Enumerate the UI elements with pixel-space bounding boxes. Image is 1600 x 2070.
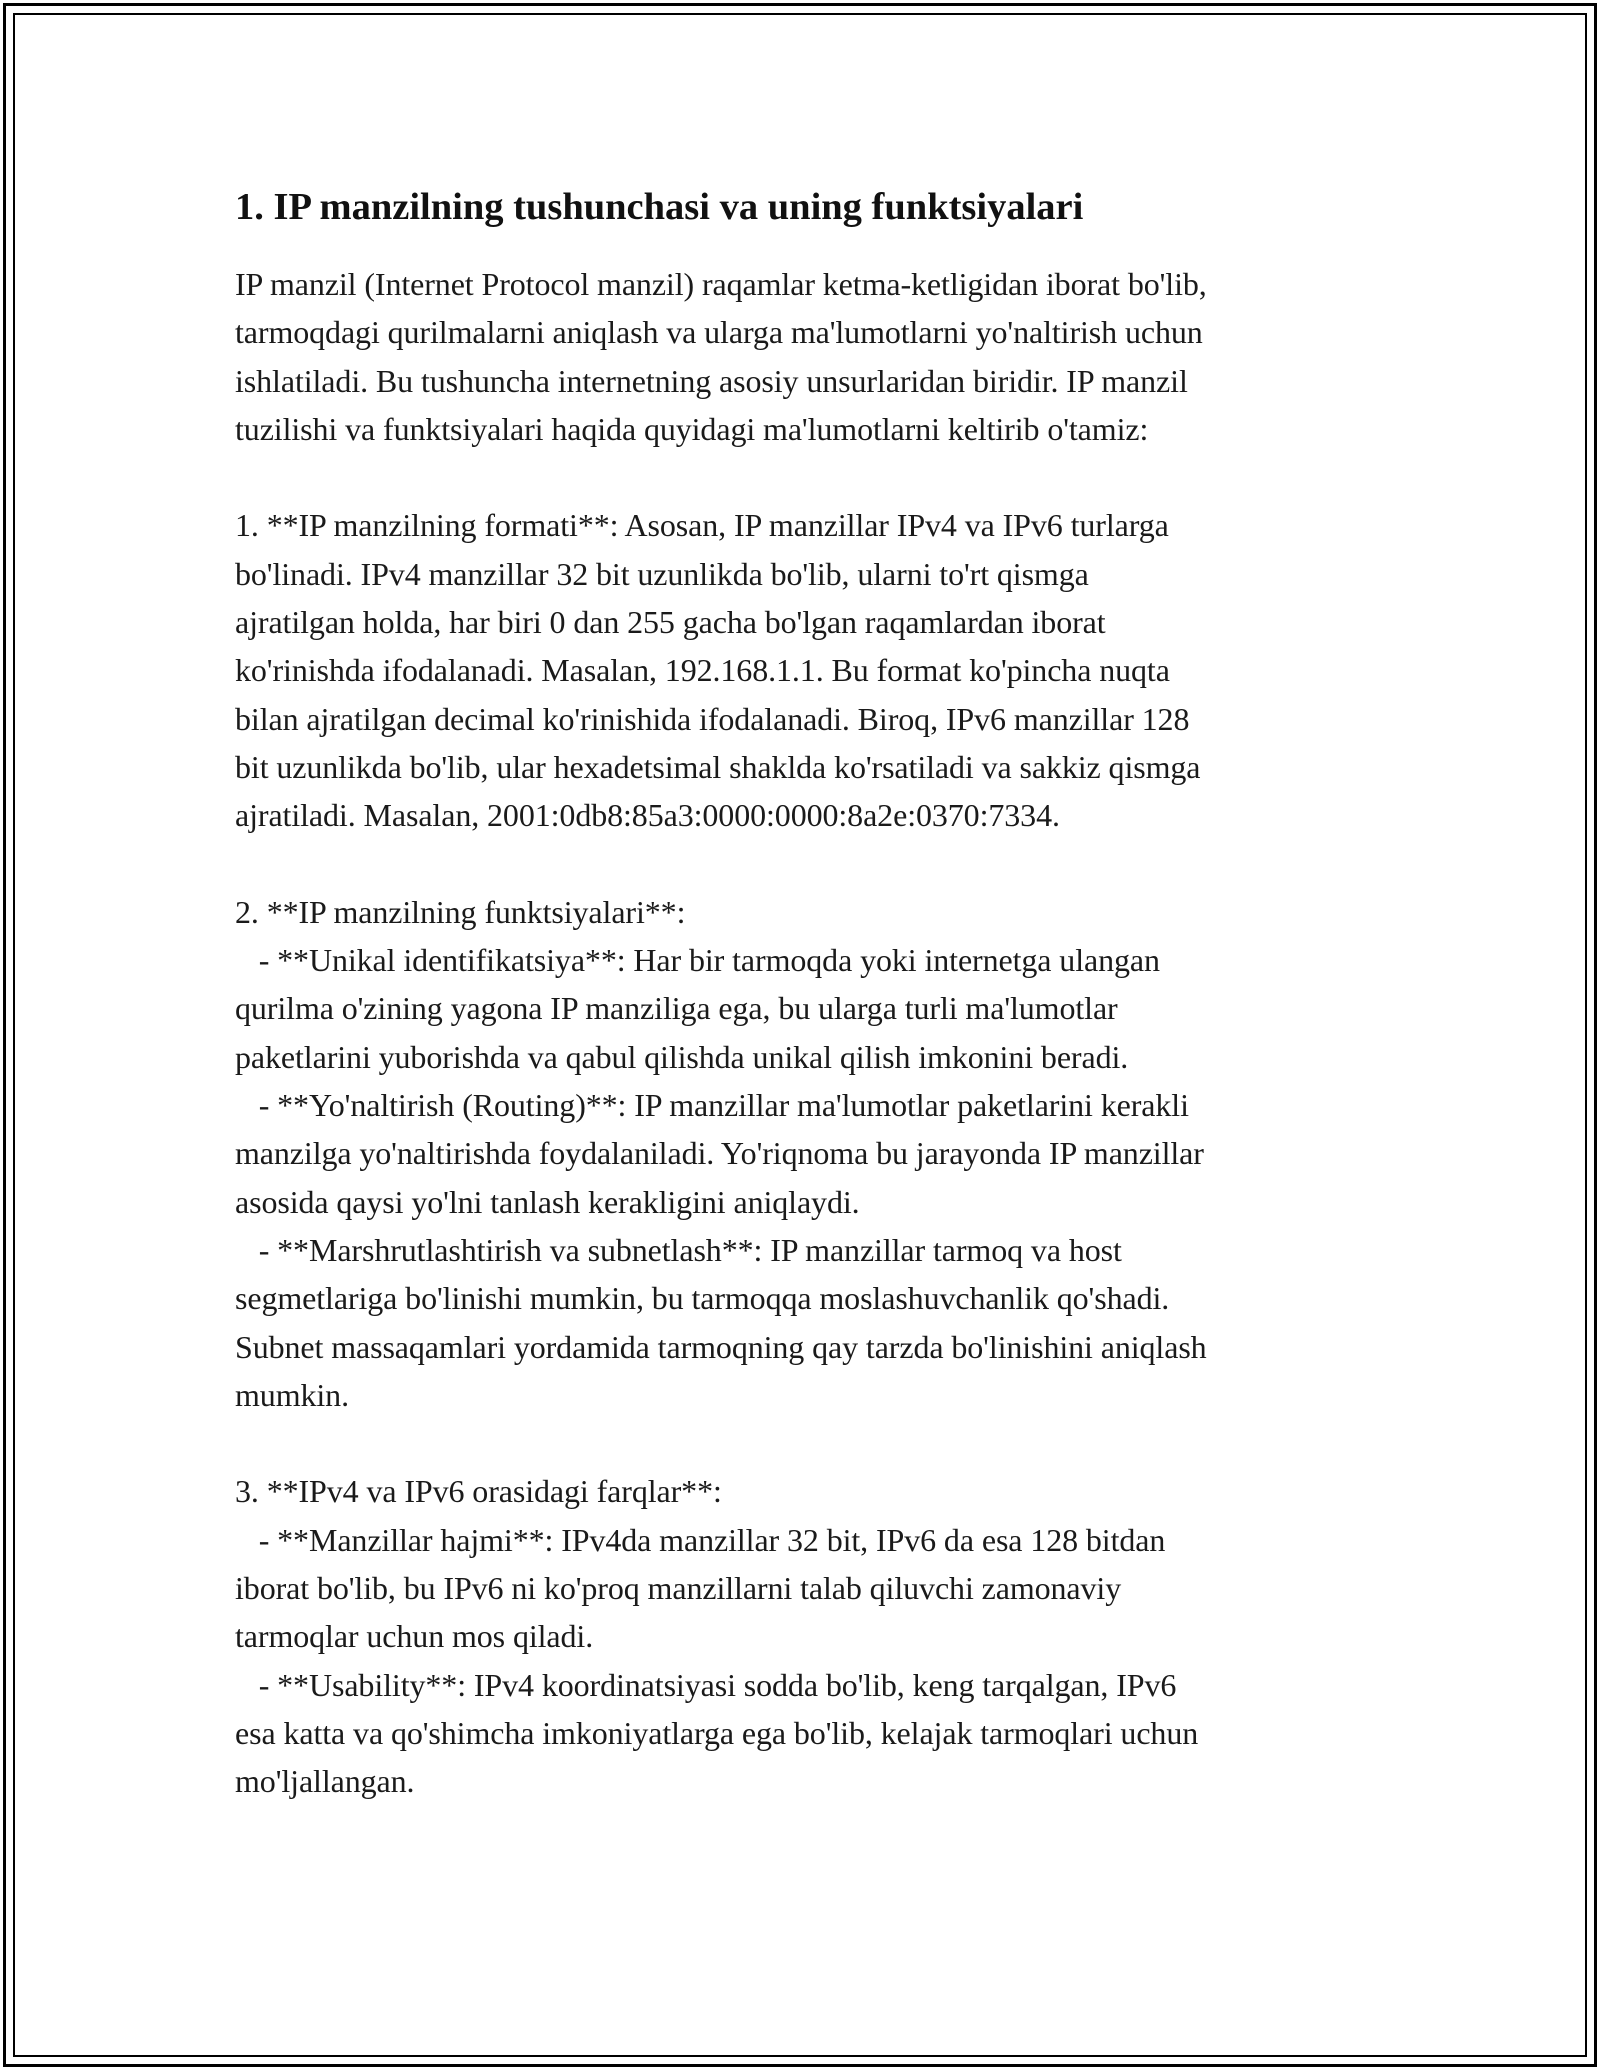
document-title: 1. IP manzilning tushunchasi va uning funktsiyalari: [235, 186, 1084, 228]
document-body: IP manzil (Internet Protocol manzil) raqamlar ketma-ketligidan iborat bo'lib, tarmoqdagi qurilmalarni aniqlash va ularga ma'lumotlarni yo'naltirish uchun ishlatiladi. Bu tushuncha internetning asosiy unsurlaridan biridir. IP manzil tuzilishi va funktsiyalari haqida quyidagi ma'lumotlarni keltirib o'tamiz: 1. **IP manzilning formati**: Asosan, IP manzillar IPv4 va IPv6 turlarga bo'linadi. IPv4 manzillar 32 bit uzunlikda bo'lib, ularni to'rt qismga ajratilgan holda, har biri 0 dan 255 gacha bo'lgan raqamlardan iborat ko'rinishda ifodalanadi. Masalan, 192.168.1.1. Bu format ko'pincha nuqta bilan ajratilgan decimal ko'rinishida ifodalanadi. Biroq, IPv6 manzillar 128 bit uzunlikda bo'lib, ular hexadetsimal shaklda ko'rsatiladi va sakkiz qismga ajratiladi. Masalan, 2001:0db8:85a3:0000:0000:8a2e:0370:7334. 2. **IP manzilning funktsiyalari**: - **Unikal identifikatsiya**: Har bir tarmoqda yoki internetga ulangan qurilma o'zining yagona IP manziliga ega, bu ularga turli ma'lumotlar paketlarini yuborishda va qabul qilishda unikal qilish imkonini beradi. - **Yo'naltirish (Routing)**: IP manzillar ma'lumotlar paketlarini kerakli manzilga yo'naltirishda foydalaniladi. Yo'riqnoma bu jarayonda IP manzillar asosida qaysi yo'lni tanlash kerakligini aniqlaydi. - **Marshrutlashtirish va subnetlash**: IP manzillar tarmoq va host segmetlariga bo'linishi mumkin, bu tarmoqqa moslashuvchanlik qo'shadi. Subnet massaqamlari yordamida tarmoqning qay tarzda bo'linishini aniqlash mumkin. 3. **IPv4 va IPv6 orasidagi farqlar**: - **Manzillar hajmi**: IPv4da manzillar 32 bit, IPv6 da esa 128 bitdan iborat bo'lib, bu IPv6 ni ko'proq manzillarni talab qiluvchi zamonaviy tarmoqlar uchun mos qiladi. - **Usability**: IPv4 koordinatsiyasi sodda bo'lib, keng tarqalgan, IPv6 esa katta va qo'shimcha imkoniyatlarga ega bo'lib, kelajak tarmoqlari uchun mo'ljallangan.: [235, 266, 1207, 1800]
document-content: [235, 183, 1375, 1806]
